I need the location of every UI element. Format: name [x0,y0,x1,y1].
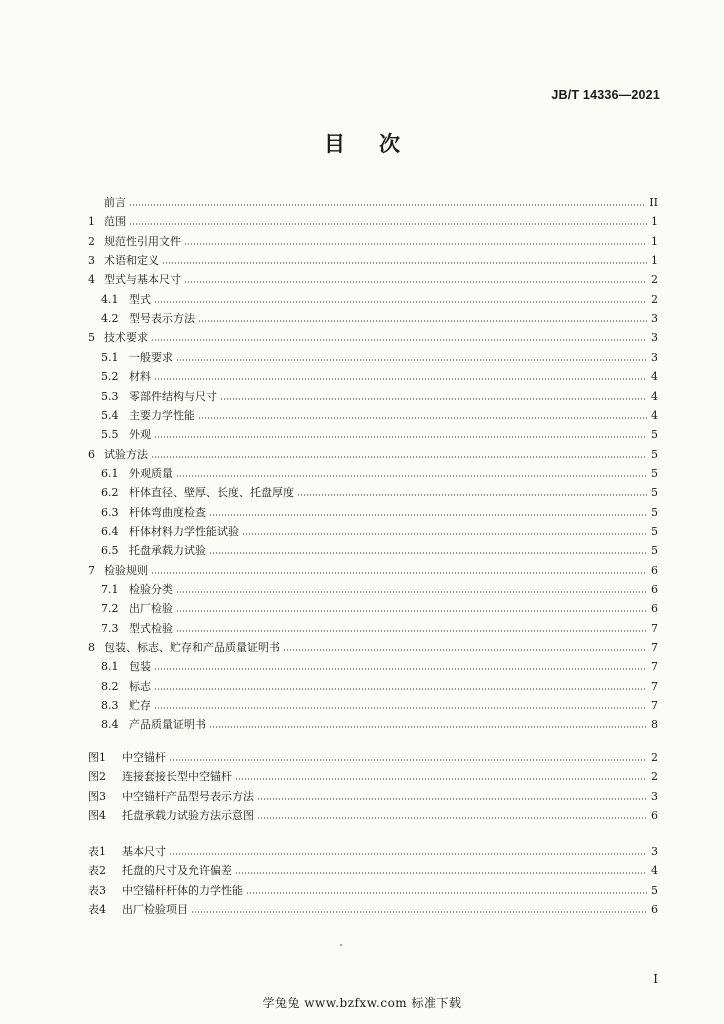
figure-entry[interactable] [88,807,658,823]
dot-leader [220,397,647,401]
toc-entry[interactable] [88,368,658,384]
dot-leader [154,667,647,671]
toc-entry-page: 2 [651,273,658,286]
toc-entry-number: 6.2 [101,486,119,499]
toc-entry[interactable] [88,620,658,636]
dot-leader [209,725,647,729]
figure-entry-page: 6 [651,809,658,822]
dot-leader [176,590,647,594]
toc-entry[interactable] [88,697,658,713]
toc-entry-page: 3 [651,331,658,344]
dot-leader [242,532,647,536]
figure-entry[interactable] [88,788,658,804]
toc-entry[interactable] [88,329,658,345]
toc-entry[interactable] [88,678,658,694]
toc-entry-title: 检验规则 [104,564,148,577]
toc-entry-number: 8 [88,641,95,654]
dot-leader [154,435,647,439]
toc-entry-title: 杆体直径、壁厚、长度、托盘厚度 [129,486,294,499]
table-entry[interactable] [88,843,658,859]
toc-entry-number: 5 [88,331,95,344]
toc-entry[interactable] [88,349,658,365]
table-entry[interactable] [88,862,658,878]
dot-leader [176,474,647,478]
dot-leader [129,203,646,207]
toc-entry[interactable] [88,639,658,655]
toc-entry-number: 8.1 [101,660,119,673]
toc-entry-number: 8.3 [101,699,119,712]
toc-entry[interactable] [88,194,658,210]
toc-entry-number: 5.1 [101,351,119,364]
toc-entry[interactable] [88,233,658,249]
page-title [0,128,724,158]
toc-entry-page: 2 [651,293,658,306]
table-entry-page: 4 [651,864,658,877]
table-entry[interactable] [88,901,658,917]
toc-entry-page: 5 [651,448,658,461]
toc-entry-page: 1 [651,235,658,248]
table-entry-page: 3 [651,845,658,858]
toc-entry[interactable] [88,271,658,287]
toc-entry[interactable] [88,484,658,500]
toc-entry-title: 包装 [129,660,151,673]
toc-entry-title: 一般要求 [129,351,173,364]
figure-entry-number: 图2 [88,770,106,783]
toc-entry-number: 5.3 [101,390,119,403]
dot-leader [283,648,647,652]
toc-entry-page: 4 [651,370,658,383]
dot-leader [198,319,647,323]
toc-entry-page: 7 [651,622,658,635]
toc-entry[interactable] [88,291,658,307]
toc-entry-page: 7 [651,699,658,712]
toc-entry-number: 8.2 [101,680,119,693]
toc-entry-page: 5 [651,467,658,480]
toc-entry-page: 5 [651,544,658,557]
toc-entry-page: 3 [651,351,658,364]
toc-entry-page: 8 [651,718,658,731]
figure-entry-title: 托盘承载力试验方法示意图 [122,809,254,822]
dot-leader [151,571,647,575]
toc-entry-number: 2 [88,235,95,248]
toc-entry[interactable] [88,600,658,616]
toc-entry[interactable] [88,658,658,674]
table-entry-number: 表2 [88,864,106,877]
toc-entry-number: 6.4 [101,525,119,538]
page-number: I [653,972,658,986]
toc-entry-title: 材料 [129,370,151,383]
toc-entry-page: 6 [651,564,658,577]
table-entry-number: 表1 [88,845,106,858]
table-entry-number: 表4 [88,903,106,916]
toc-entry-title: 托盘承载力试验 [129,544,206,557]
dot-leader [151,338,647,342]
toc-entry-number: 4 [88,273,95,286]
table-entry-number: 表3 [88,884,106,897]
toc-entry[interactable] [88,310,658,326]
toc-entry-number: 7.2 [101,602,119,615]
toc-entry[interactable] [88,252,658,268]
toc-entry-title: 杆体材料力学性能试验 [129,525,239,538]
title-char-2: 次 [379,131,400,156]
figure-entry-number: 图3 [88,790,106,803]
toc-entry-page: II [649,196,658,209]
toc-entry-page: 4 [651,390,658,403]
dot-leader [235,777,647,781]
figure-entry-title: 中空锚杆 [122,751,166,764]
dot-leader [191,910,647,914]
toc-entry-title: 零部件结构与尺寸 [129,390,217,403]
figure-entry-title: 中空锚杆产品型号表示方法 [122,790,254,803]
toc-entry-page: 1 [651,215,658,228]
toc-entry[interactable] [88,504,658,520]
toc-entry-page: 4 [651,409,658,422]
toc-entry[interactable] [88,465,658,481]
toc-entry-page: 5 [651,428,658,441]
toc-entry-title: 主要力学性能 [129,409,195,422]
toc-entry[interactable] [88,523,658,539]
toc-entry-number: 3 [88,254,95,267]
toc-entry-page: 7 [651,641,658,654]
toc-entry-number: 7 [88,564,95,577]
toc-entry-number: 6.3 [101,506,119,519]
dot-leader [257,816,647,820]
toc-entry-number: 5.4 [101,409,119,422]
toc-entry[interactable] [88,213,658,229]
dot-leader [209,551,647,555]
figure-entry[interactable] [88,749,658,765]
toc-entry-number: 6.1 [101,467,119,480]
toc-entry-number: 5.2 [101,370,119,383]
table-entry[interactable] [88,882,658,898]
toc-entry-title: 包装、标志、贮存和产品质量证明书 [104,641,280,654]
toc-entry-page: 1 [651,254,658,267]
toc-entry-number: 1 [88,215,95,228]
dot-leader [297,493,647,497]
toc-entry-title: 产品质量证明书 [129,718,206,731]
toc-entry-number: 7.3 [101,622,119,635]
toc-entry-title: 前言 [104,196,126,209]
toc-entry-title: 术语和定义 [104,254,159,267]
dot-leader [154,377,647,381]
toc-entry-title: 试验方法 [104,448,148,461]
figure-entry-page: 2 [651,770,658,783]
dot-leader [176,629,647,633]
dot-leader [176,358,647,362]
dot-leader [151,455,647,459]
dot-leader [209,513,647,517]
toc-entry[interactable] [88,581,658,597]
toc-entry-number: 6 [88,448,95,461]
toc-entry[interactable] [88,562,658,578]
dot-leader [154,706,647,710]
dot-leader [154,300,647,304]
dot-leader [169,852,647,856]
figure-entry[interactable] [88,768,658,784]
dot-leader [257,797,647,801]
standard-number: JB/T 14336—2021 [551,88,660,102]
toc-entry[interactable] [88,446,658,462]
toc-entry-title: 型式检验 [129,622,173,635]
scan-dot [340,944,342,946]
dot-leader [176,609,647,613]
table-entry-title: 基本尺寸 [122,845,166,858]
toc-entry-title: 外观质量 [129,467,173,480]
dot-leader [184,242,647,246]
table-entry-title: 出厂检验项目 [122,903,188,916]
toc-entry-page: 5 [651,486,658,499]
figure-entry-number: 图1 [88,751,106,764]
dot-leader [154,687,647,691]
toc-entry-number: 6.5 [101,544,119,557]
table-entry-title: 中空锚杆杆体的力学性能 [122,884,243,897]
toc-entry-page: 3 [651,312,658,325]
toc-entry-page: 5 [651,506,658,519]
toc-entry[interactable] [88,716,658,732]
toc-entry[interactable] [88,426,658,442]
figure-entry-title: 连接套接长型中空锚杆 [122,770,232,783]
toc-entry-number: 4.1 [101,293,119,306]
toc-entry-number: 7.1 [101,583,119,596]
toc-entry-number: 5.5 [101,428,119,441]
table-entry-page: 6 [651,903,658,916]
dot-leader [169,758,647,762]
toc-entry-page: 6 [651,602,658,615]
dot-leader [129,222,647,226]
dot-leader [246,891,647,895]
figure-entry-number: 图4 [88,809,106,822]
toc-entry-title: 型式 [129,293,151,306]
dot-leader [184,280,647,284]
toc-entry-page: 5 [651,525,658,538]
toc-entry-page: 6 [651,583,658,596]
toc-entry-title: 规范性引用文件 [104,235,181,248]
toc-entry-title: 型式与基本尺寸 [104,273,181,286]
toc-entry[interactable] [88,388,658,404]
watermark: 学兔兔 www.bzfxw.com 标准下载 [262,996,462,1010]
toc-entry-title: 标志 [129,680,151,693]
toc-entry-title: 杆体弯曲度检查 [129,506,206,519]
title-char-1: 目 [324,131,345,156]
toc-entry-title: 外观 [129,428,151,441]
figure-entry-page: 3 [651,790,658,803]
toc-entry-title: 技术要求 [104,331,148,344]
dot-leader [198,416,647,420]
toc-entry[interactable] [88,542,658,558]
dot-leader [162,261,647,265]
toc-entry-page: 7 [651,660,658,673]
table-entry-page: 5 [651,884,658,897]
figure-entry-page: 2 [651,751,658,764]
toc-entry-title: 范围 [104,215,126,228]
dot-leader [235,871,647,875]
toc-entry-title: 型号表示方法 [129,312,195,325]
toc-entry-title: 检验分类 [129,583,173,596]
toc-entry-number: 8.4 [101,718,119,731]
table-entry-title: 托盘的尺寸及允许偏差 [122,864,232,877]
toc-entry-title: 出厂检验 [129,602,173,615]
toc-entry[interactable] [88,407,658,423]
toc-entry-page: 7 [651,680,658,693]
toc-entry-number: 4.2 [101,312,119,325]
toc-entry-title: 贮存 [129,699,151,712]
